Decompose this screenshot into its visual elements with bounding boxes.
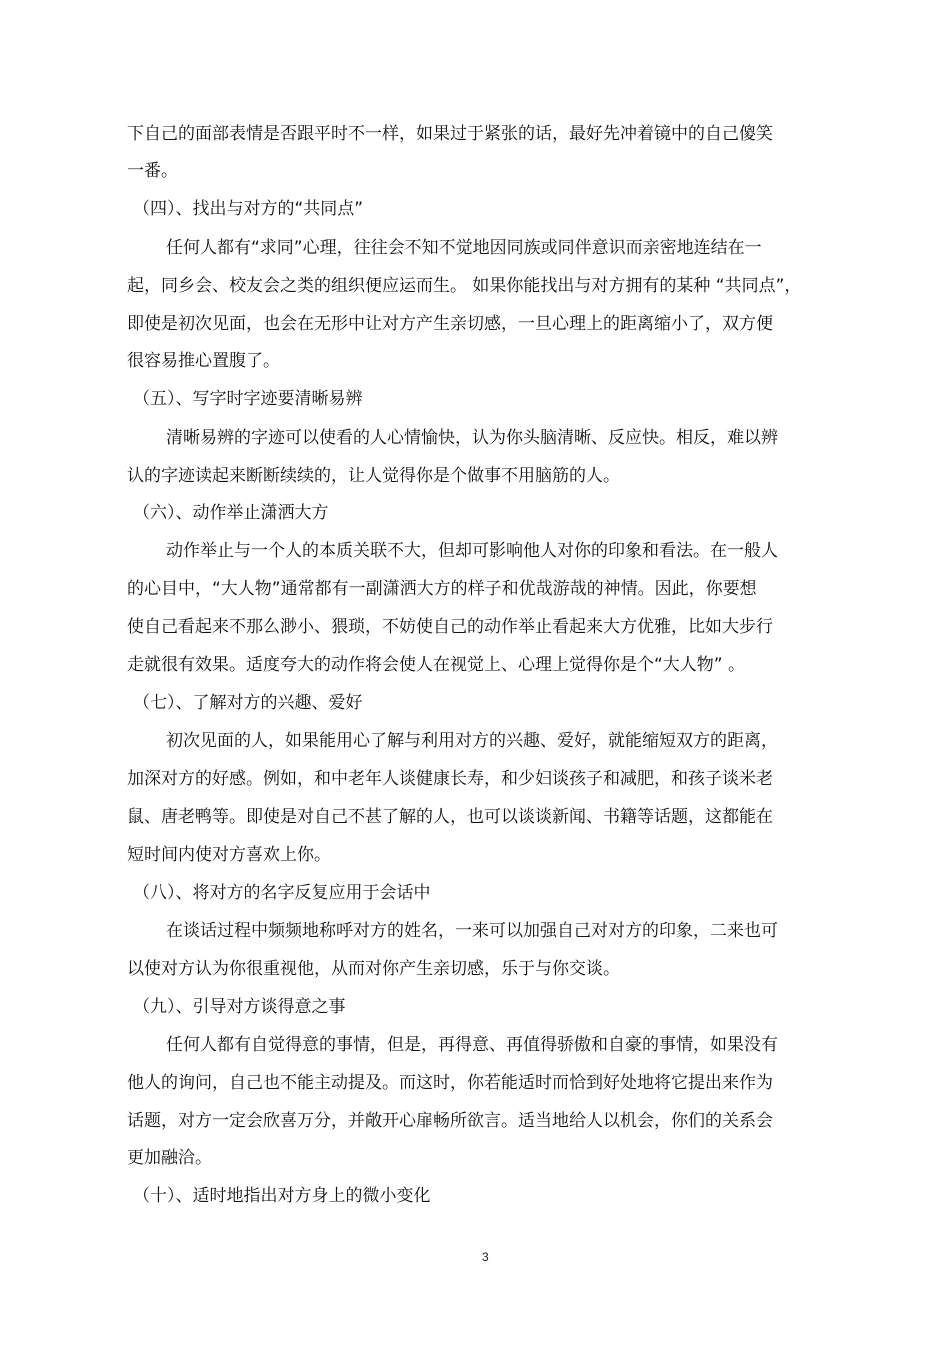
- text-line: 以使对方认为你很重视他，从而对你产生亲切感，乐于与你交谈。: [127, 959, 620, 979]
- text-line: 更加融洽。: [127, 1148, 212, 1168]
- text-line: 短时间内使对方喜欢上你。: [127, 845, 331, 865]
- section-heading: （五）、写字时字迹要清晰易辨: [133, 389, 363, 409]
- text-line: 一番。: [127, 161, 178, 181]
- text-line: 话题，对方一定会欣喜万分，并敞开心扉畅所欲言。适当地给人以机会，你们的关系会: [127, 1111, 773, 1131]
- text-line: 即使是初次见面，也会在无形中让对方产生亲切感，一旦心理上的距离缩小了，双方便: [127, 314, 773, 334]
- text-line: 很容易推心置腹了。: [127, 351, 280, 371]
- text-line: 走就很有效果。适度夸大的动作将会使人在视觉上、心理上觉得你是个“大人物” 。: [127, 655, 746, 675]
- page-number: 3: [482, 1250, 489, 1264]
- section-heading: （六）、动作举止潇洒大方: [133, 503, 329, 523]
- section-heading: （九）、引导对方谈得意之事: [133, 997, 346, 1017]
- text-line: 初次见面的人，如果能用心了解与利用对方的兴趣、爱好，就能缩短双方的距离，: [166, 731, 778, 751]
- section-heading: （八）、将对方的名字反复应用于会话中: [133, 883, 431, 903]
- text-line: 鼠、唐老鸭等。即使是对自己不甚了解的人，也可以谈谈新闻、书籍等话题，这都能在: [127, 807, 773, 827]
- text-line: 在谈话过程中频频地称呼对方的姓名，一来可以加强自己对对方的印象，二来也可: [166, 921, 778, 941]
- text-line: 加深对方的好感。例如，和中老年人谈健康长寿，和少妇谈孩子和减肥，和孩子谈米老: [127, 769, 773, 789]
- text-line: 他人的询问，自己也不能主动提及。而这时，你若能适时而恰到好处地将它提出来作为: [127, 1073, 773, 1093]
- text-line: 任何人都有“求同”心理，往往会不知不觉地因同族或同伴意识而亲密地连结在一: [166, 238, 762, 258]
- text-line: 任何人都有自觉得意的事情，但是，再得意、再值得骄傲和自豪的事情，如果没有: [166, 1035, 778, 1055]
- text-line: 的心目中，“大人物”通常都有一副潇洒大方的样子和优哉游哉的神情。因此，你要想: [127, 579, 757, 599]
- text-line: 下自己的面部表情是否跟平时不一样，如果过于紧张的话，最好先冲着镜中的自己傻笑: [127, 124, 773, 144]
- section-heading: （十）、适时地指出对方身上的微小变化: [133, 1186, 431, 1206]
- text-line: 清晰易辨的字迹可以使看的人心情愉快，认为你头脑清晰、反应快。相反，难以辨: [166, 428, 778, 448]
- text-line: 起，同乡会、校友会之类的组织便应运而生。 如果你能找出与对方拥有的某种 “共同点”，: [127, 276, 802, 296]
- text-line: 使自己看起来不那么渺小、猥琐，不妨使自己的动作举止看起来大方优雅，比如大步行: [127, 617, 773, 637]
- section-heading: （四）、找出与对方的“共同点”: [133, 199, 364, 219]
- section-heading: （七）、了解对方的兴趣、爱好: [133, 693, 363, 713]
- text-line: 认的字迹读起来断断续续的，让人觉得你是个做事不用脑筋的人。: [127, 466, 620, 486]
- text-line: 动作举止与一个人的本质关联不大，但却可影响他人对你的印象和看法。在一般人: [166, 541, 778, 561]
